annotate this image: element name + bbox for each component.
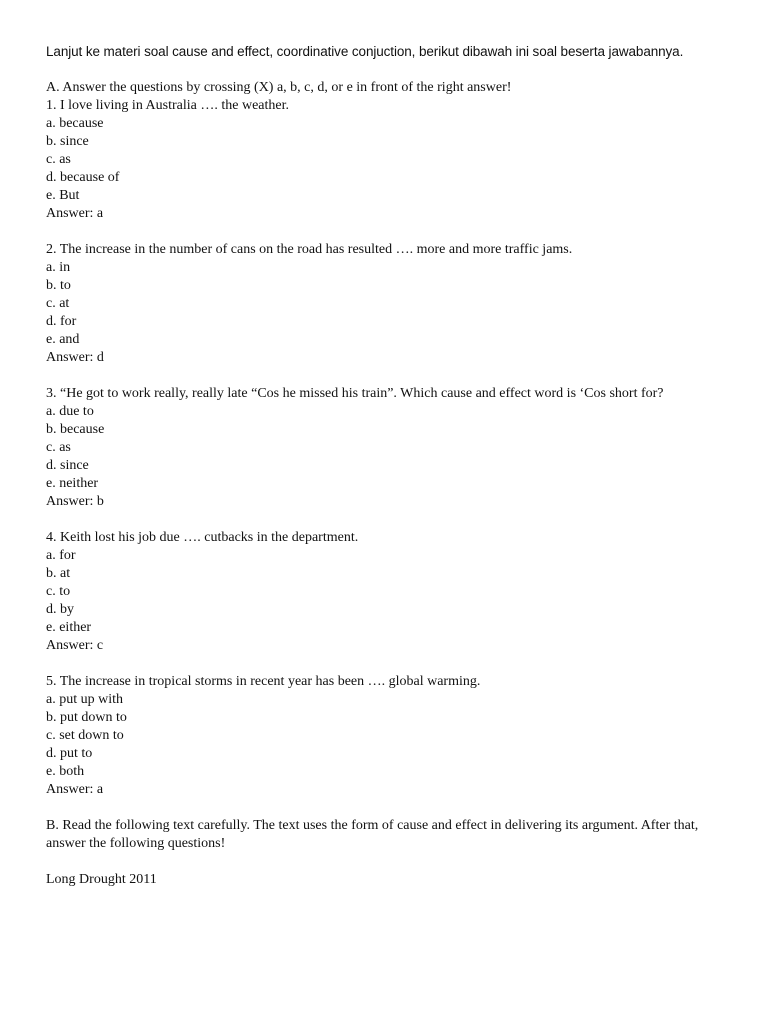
spacer <box>46 655 726 673</box>
spacer <box>46 799 726 817</box>
question-block-2 <box>46 241 726 367</box>
option-e: e. neither <box>46 476 99 491</box>
option-e: e. But <box>46 188 80 203</box>
option-b: b. since <box>46 134 89 149</box>
option-c: c. as <box>46 152 71 167</box>
option-b: b. because <box>46 422 105 437</box>
option-d: d. put to <box>46 746 93 761</box>
reading-title: Long Drought 2011 <box>46 872 157 887</box>
option-c: c. as <box>46 440 71 455</box>
question-text: 1. I love living in Australia …. the weather. <box>46 98 290 113</box>
question-block-1 <box>46 97 726 223</box>
intro-paragraph: Lanjut ke materi soal cause and effect, coordinative conjuction, berikut dibawah ini soal beserta jawabannya. <box>46 44 684 59</box>
option-c: c. set down to <box>46 728 124 743</box>
option-a: a. because <box>46 116 104 131</box>
spacer <box>46 61 726 79</box>
question-block-4 <box>46 529 726 655</box>
option-a: a. due to <box>46 404 94 419</box>
answer-text: Answer: a <box>46 782 104 797</box>
section-b-instruction: B. Read the following text carefully. The text uses the form of cause and effect in delivering its argument. After that, answer the following questions! <box>46 818 702 851</box>
option-a: a. for <box>46 548 76 563</box>
option-a: a. put up with <box>46 692 123 707</box>
option-d: d. by <box>46 602 74 617</box>
spacer <box>46 223 726 241</box>
document-page <box>46 43 726 889</box>
option-d: d. because of <box>46 170 120 185</box>
option-e: e. either <box>46 620 92 635</box>
question-text: 5. The increase in tropical storms in recent year has been …. global warming. <box>46 674 481 689</box>
option-b: b. at <box>46 566 71 581</box>
option-a: a. in <box>46 260 71 275</box>
answer-text: Answer: b <box>46 494 104 509</box>
question-text: 2. The increase in the number of cans on the road has resulted …. more and more traffic jams. <box>46 242 573 257</box>
answer-text: Answer: d <box>46 350 104 365</box>
answer-text: Answer: c <box>46 638 104 653</box>
answer-text: Answer: a <box>46 206 104 221</box>
option-c: c. to <box>46 584 71 599</box>
option-d: d. since <box>46 458 89 473</box>
question-text: 3. “He got to work really, really late “Cos he missed his train”. Which cause and effect word is ‘Cos short for? <box>46 386 664 401</box>
question-block-3 <box>46 385 726 511</box>
spacer <box>46 367 726 385</box>
option-d: d. for <box>46 314 77 329</box>
option-c: c. at <box>46 296 70 311</box>
option-e: e. both <box>46 764 85 779</box>
section-a-instruction: A. Answer the questions by crossing (X) a, b, c, d, or e in front of the right answer! <box>46 80 512 95</box>
option-e: e. and <box>46 332 80 347</box>
option-b: b. to <box>46 278 71 293</box>
spacer <box>46 511 726 529</box>
option-b: b. put down to <box>46 710 127 725</box>
question-block-5 <box>46 673 726 799</box>
spacer <box>46 853 726 871</box>
question-text: 4. Keith lost his job due …. cutbacks in the department. <box>46 530 359 545</box>
